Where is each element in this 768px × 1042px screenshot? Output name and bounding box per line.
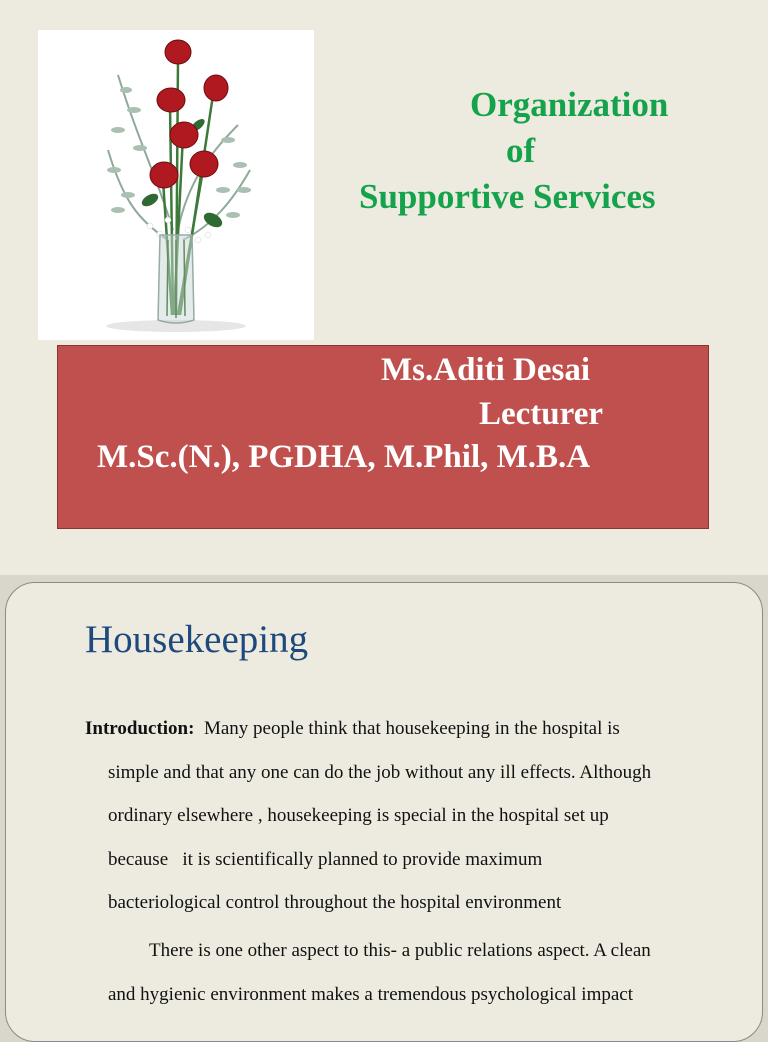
intro-text: Many people think that housekeeping in the hospital is [203,718,620,739]
author-banner [57,345,709,529]
title-line-2: of [506,131,536,170]
title-line-3: Supportive Services [359,177,656,216]
title-line-1: Organization [470,85,669,124]
intro-line: ordinary elsewhere , housekeeping is special in the hospital set up [108,805,609,826]
intro-line: simple and that any one can do the job without any ill effects. Although [108,761,652,783]
para2-line: There is one other aspect to this- a public relations aspect. A clean [149,940,651,961]
author-name: Ms.Aditi Desai [381,352,590,388]
slide-heading: Housekeeping [85,618,309,661]
rose-vase-image [38,30,314,340]
second-paragraph [108,929,748,1017]
rose-vase-icon [38,30,314,340]
intro-label: Introduction: [85,718,195,739]
author-role: Lecturer [479,396,603,432]
author-qualifications: M.Sc.(N.), PGDHA, M.Phil, M.B.A [97,439,591,475]
intro-line [85,707,745,751]
content-slide [5,582,763,1042]
intro-paragraph [85,707,745,925]
intro-line: because it is scientifically planned to provide maximum [108,848,543,870]
intro-line: bacteriological control throughout the hospital environment [108,892,562,913]
presentation-title [340,82,720,220]
para2-line: and hygienic environment makes a tremendous psychological impact [108,984,633,1005]
